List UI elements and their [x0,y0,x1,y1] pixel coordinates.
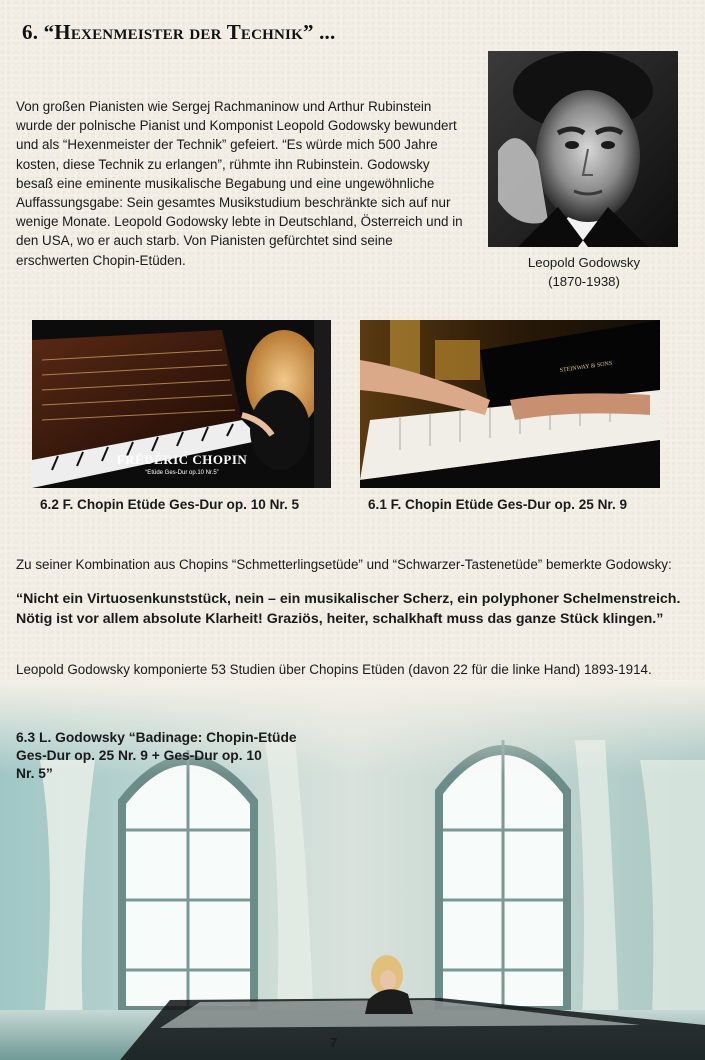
page-number: 7 [330,1035,338,1050]
video-thumbnail-6-2[interactable] [32,320,331,488]
section-number: 6. [22,20,39,44]
item-6-3-caption [16,729,316,783]
item-6-3-line1: 6.3 L. Godowsky “Badinage: Chopin-Etüde [16,730,297,745]
video-caption-6-2: 6.2 F. Chopin Etüde Ges-Dur op. 10 Nr. 5 [40,497,300,512]
portrait-name: Leopold Godowsky [527,255,641,270]
video-caption-6-1: 6.1 F. Chopin Etüde Ges-Dur op. 25 Nr. 9 [368,497,628,512]
video-thumbnail-6-1[interactable] [360,320,660,488]
section-heading [22,20,335,45]
intro-paragraph: Von großen Pianisten wie Sergej Rachmaninow und Arthur Rubinstein wurde der polnische Pianist und Komponist Leopold Godowsky bewundert und als “Hexenmeister der Technik” gefeiert. “Es würde mich 500 Jahre kosten, diese Technik zu erlangen”, rühmte ihn Rubinstein. Godowsky besaß eine eminente musikalische Begabung und eine ungewöhnliche Auffassungsgabe: Sein gesamtes Musikstudium beschränkte sich auf nur wenige Monate. Leopold Godowsky lebte in Deutschland, Österreich und in den USA, wo er auch starb. Von Pianisten gefürchtet sind seine erschwerten Chopin-Etüden. [16,99,463,268]
portrait-years: (1870-1938) [548,274,620,289]
svg-text:STEINWAY & SONS: STEINWAY & SONS [559,360,613,374]
video-overlay-subtitle: “Etüde Ges-Dur op.10 Nr.5” [145,470,219,476]
godowsky-portrait [488,51,678,247]
item-6-3-line2: Ges-Dur op. 25 Nr. 9 + Ges-Dur op. 10 [16,748,262,763]
studies-paragraph: Leopold Godowsky komponierte 53 Studien über Chopins Etüden (davon 22 für die linke Hand) 1893-1914. [16,662,652,677]
godowsky-quote: “Nicht ein Virtuosenkunststück, nein – ein musikalischer Scherz, ein polyphoner Schelmenstreich. Nötig ist vor allem absolute Klarheit! Graziös, heiter, schalkhaft muss das ganze Stück klingen.” [16,591,681,627]
item-6-3-line3: Nr. 5” [16,766,53,781]
portrait-caption [500,253,668,291]
combination-paragraph: Zu seiner Kombination aus Chopins “Schmetterlingsetüde” und “Schwarzer-Tastenetüde” bemerkte Godowsky: [16,557,672,572]
video-overlay-title: FRÉDÉRIC CHOPIN [116,452,248,467]
section-title: “Hexenmeister der Technik” ... [43,20,336,44]
